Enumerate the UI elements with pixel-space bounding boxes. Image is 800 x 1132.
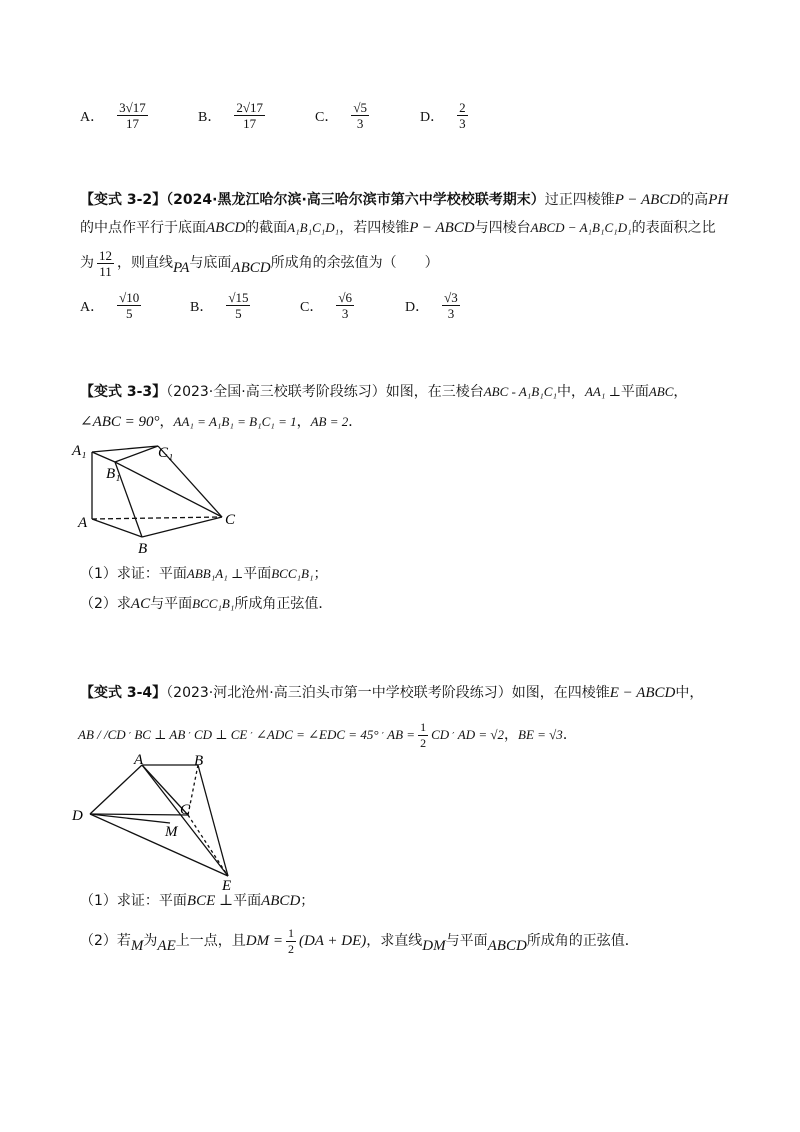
fraction-denominator: 11 [99,263,112,279]
question-source: （2023·河北沧州·高三泊头市第一中学校联考阶段练习） [166,685,512,701]
option-numerator: √15 [228,290,249,305]
text: （1）求证：平面 [80,566,187,582]
edge-b-c [142,517,222,537]
option-denominator: 5 [125,306,133,321]
text: 与四棱台 [474,220,531,236]
text: （2）若 [80,933,131,949]
q34-line2: AB / /CD ′ BC ⊥ AB ′ CD ⊥ CE ′ ∠ADC = ∠EDC = 45° ′ AB = $\frac{1}{2}$ CD ′ AD = √2，BE = √3． [78,719,577,750]
fraction-numerator: 1 [287,925,294,940]
q32-line3 [80,246,439,285]
math: ABCD [206,220,246,236]
option-label: A． [80,109,105,125]
option-denominator: 3 [459,116,466,131]
text: 所成角的正弦值． [526,933,639,949]
text: 如图，在三棱台 [385,384,484,400]
option-numerator: 3√17 [119,100,146,115]
fraction-numerator: 12 [99,247,112,263]
math: CD [431,727,450,742]
edge-b1-c [115,462,222,517]
q33-line2 [80,412,362,432]
fraction-numerator: 1 [420,719,427,734]
math: A₁B₁C₁D₁ [287,220,340,235]
math: CD ⊥ CE [193,727,248,742]
math: ∠ADC = ∠EDC = 45° [255,727,379,742]
q34-line1 [80,683,703,703]
text: ； [300,893,315,909]
vertex-label-c: C [225,512,236,528]
text: 中， [675,685,704,701]
text: ，求直线 [366,933,423,949]
math: AB = [387,727,416,742]
text: 的表面积之比 [631,220,716,236]
text: ， [159,414,174,430]
option-denominator: 3 [341,306,349,321]
math: BC ⊥ AB [134,727,186,742]
text: 与平面 [150,596,193,612]
q32-option-c [300,290,357,321]
math: ABCD [261,893,301,909]
edge-d-e [90,814,228,876]
vertex-label-a: A [78,515,88,531]
option-label: C． [315,109,339,125]
prev-option-c [315,100,372,131]
math: ABC [648,384,674,399]
text: 为 [143,933,158,949]
text: ． [562,727,577,743]
q32-line2 [80,218,716,238]
vertex-label-c1: C₁ [158,445,174,461]
option-denominator: 3 [356,116,364,131]
text: ， [504,727,519,743]
math: ABCD − A₁B₁C₁D₁ [530,220,632,235]
text: （2）求 [80,596,131,612]
edge-b-e [198,765,228,876]
math: BE = √3 [518,727,563,742]
vertex-label-d: D [72,808,83,824]
point-label-m: M [165,824,178,840]
option-label: D． [420,109,445,125]
option-numerator: 2√17 [236,100,263,115]
math: BCE ⊥ [186,893,234,909]
math: AA₁ ⊥ [584,384,621,399]
fraction-denominator: 2 [287,941,294,956]
q33-part2 [80,594,332,614]
segment-d-m [90,814,170,823]
text: 的截面 [245,220,288,236]
math: AE [157,938,176,954]
math: M [130,938,144,954]
frustum-figure [70,435,250,560]
q34-part1 [80,891,314,911]
option-label: D． [405,299,430,315]
math: P − ABCD [614,192,681,208]
edge-a-c-hidden [92,517,222,519]
text: 的高 [680,192,709,208]
prev-option-b [198,100,268,131]
text: ． [348,414,363,430]
math: DM [422,938,446,954]
question-tag: 【变式 3-4】 [80,685,167,701]
edge-a-e [142,765,228,876]
text: 的中点作平行于底面 [80,220,206,236]
text: 所成角的余弦值为（ ） [270,255,439,271]
prev-option-d [420,100,471,131]
text: 如图，在四棱锥 [511,685,610,701]
text: 过正四棱锥 [544,192,615,208]
q32-option-a [80,290,144,321]
q34-part2 [80,924,639,963]
fraction-denominator: 2 [420,735,427,750]
text: 与底面 [189,255,232,271]
math: ABC - A₁B₁C₁ [483,384,557,399]
math: ABCD [231,260,271,276]
math: ABB₁A₁ ⊥ [186,566,244,581]
math: AC [130,596,151,612]
option-denominator: 5 [235,306,242,321]
prev-option-a [80,100,151,131]
option-numerator: √5 [353,100,367,115]
option-numerator: √6 [338,290,352,305]
vertex-label-c: C [180,802,191,818]
question-source: （2023·全国·高三校联考阶段练习） [166,384,386,400]
q32-line1 [80,190,728,210]
edge-a-d [90,765,142,814]
q32-option-d [405,290,463,321]
vertex-label-b1: B₁ [106,466,121,482]
option-label: B． [198,109,222,125]
math: E − ABCD [609,685,676,701]
text: 为 [80,255,94,271]
text: ，则直线 [117,255,173,271]
question-tag: 【变式 3-2】 [80,192,167,208]
text: 所成角正弦值． [234,596,333,612]
option-denominator: 17 [243,116,257,131]
math: DM = [245,933,283,949]
text: ； [313,566,328,582]
option-denominator: 17 [125,116,139,131]
text: （1）求证：平面 [80,893,187,909]
text: 中， [556,384,585,400]
option-numerator: √10 [119,290,140,305]
option-denominator: 3 [447,306,455,321]
edge-d-c [90,814,188,815]
text: ， [673,384,688,400]
vertex-label-a1: A₁ [72,443,87,459]
math: PH [708,192,729,208]
math: AD = √2 [457,727,505,742]
pyramid-figure [70,748,245,893]
option-numerator: 2 [459,100,466,115]
option-label: B． [190,299,214,315]
math: (DA + DE) [298,933,367,949]
edge-a-b [92,519,142,537]
question-source: （2024·黑龙江哈尔滨·高三哈尔滨市第六中学校校联考期末） [166,192,545,208]
math: AB / /CD [78,727,126,742]
text: 平面 [243,566,272,582]
option-label: A． [80,299,105,315]
math: PA [173,260,190,276]
math: BCC₁B₁ [192,596,235,611]
text: 与平面 [445,933,488,949]
math: AB = 2 [310,414,349,429]
edge-a1-b1 [92,452,115,462]
q32-option-b [190,290,253,321]
math: ABCD [487,938,527,954]
text: 平面 [233,893,262,909]
math: BCC₁B₁ [271,566,314,581]
math: P − ABCD [409,220,475,236]
question-tag: 【变式 3-3】 [80,384,167,400]
vertex-label-b: B [194,753,204,769]
q33-part1 [80,564,327,584]
text: 平面 [620,384,649,400]
math: ∠ABC = 90° [80,414,160,430]
math: AA₁ = A₁B₁ = B₁C₁ = 1 [173,414,297,429]
vertex-label-b: B [138,541,148,557]
text: ，若四棱锥 [339,220,410,236]
text: 上一点，且 [175,933,246,949]
text: ， [296,414,311,430]
vertex-label-e: E [222,878,232,893]
q33-line1 [80,382,687,402]
vertex-label-a: A [134,752,144,768]
option-numerator: √3 [444,290,458,305]
option-label: C． [300,299,324,315]
